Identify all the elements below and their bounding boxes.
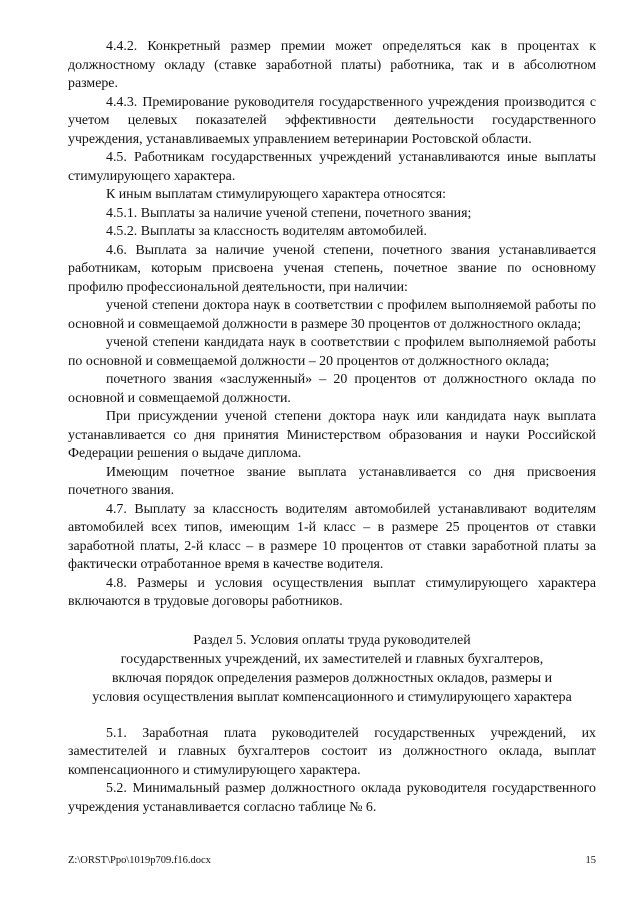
section-5-heading (68, 631, 596, 707)
paragraph-honorary-title: почетного звания «заслуженный» – 20 процентов от должностного оклада по основной и совмещаемой должности. (68, 372, 596, 406)
paragraph-doctor-degree: ученой степени доктора наук в соответствии с профилем выполняемой работы по основной и совмещаемой должности в размере 30 процентов от должностного оклада; (68, 298, 596, 332)
heading-line: государственных учреждений, их заместителей и главных бухгалтеров, (120, 651, 544, 667)
paragraph-5-1: 5.1. Заработная плата руководителей государственных учреждений, их заместителей и главных бухгалтеров состоит из должностного оклада, выплат компенсационного и стимулирующего характера. (68, 725, 596, 778)
paragraph-4-4-3: 4.4.3. Премирование руководителя государственного учреждения производится с учетом целевых показателей эффективности деятельности государственного учреждения, устанавливаемых управлением ветеринарии Ростовской области. (68, 94, 596, 147)
paragraph-4-5-1: 4.5.1. Выплаты за наличие ученой степени, почетного звания; (106, 205, 472, 221)
heading-line: Раздел 5. Условия оплаты труда руководителей (193, 632, 471, 648)
paragraph-other-payments: К иным выплатам стимулирующего характера относятся: (106, 187, 446, 202)
page-number: 15 (585, 855, 596, 866)
heading-line: включая порядок определения размеров должностных окладов, размеры и (111, 670, 553, 686)
file-path: Z:\ORST\Ppo\1019p709.f16.docx (68, 855, 211, 866)
paragraph-4-6: 4.6. Выплата за наличие ученой степени, почетного звания устанавливается работникам, которым присвоена ученая степень, почетное звание по основному профилю профессиональной деятельности, при наличии: (68, 242, 596, 295)
paragraph-candidate-degree: ученой степени кандидата наук в соответствии с профилем выполняемой работы по основной и совмещаемой должности – 20 процентов от должностного оклада; (68, 335, 596, 369)
paragraph-honorary-award: Имеющим почетное звание выплата устанавливается со дня присвоения почетного звания. (68, 464, 596, 498)
paragraph-degree-award: При присуждении ученой степени доктора наук или кандидата наук выплата устанавливается со дня принятия Министерством образования и науки Российской Федерации решения о выдаче диплома. (68, 409, 596, 461)
paragraph-5-2: 5.2. Минимальный размер должностного оклада руководителя государственного учреждения устанавливается согласно таблице № 6. (68, 781, 596, 815)
paragraph-4-5: 4.5. Работникам государственных учреждений устанавливаются иные выплаты стимулирующего характера. (68, 150, 596, 184)
heading-line: условия осуществления выплат компенсационного и стимулирующего характера (92, 689, 572, 705)
paragraph-4-7: 4.7. Выплату за классность водителям автомобилей устанавливают водителям автомобилей всех типов, имеющим 1-й класс – в размере 25 процентов от ставки заработной платы, 2-й класс – в размере 10 процентов от ставки заработной платы за фактически отработанное время в качестве водителя. (68, 501, 596, 572)
paragraph-4-5-2: 4.5.2. Выплаты за классность водителям автомобилей. (106, 224, 427, 239)
paragraph-4-8: 4.8. Размеры и условия осуществления выплат стимулирующего характера включаются в трудовые договоры работников. (68, 575, 596, 609)
paragraph-4-4-2: 4.4.2. Конкретный размер премии может определяться как в процентах к должностному окладу (ставке заработной платы) работника, так и в абсолютном размере. (68, 39, 596, 91)
document-body (68, 38, 596, 817)
